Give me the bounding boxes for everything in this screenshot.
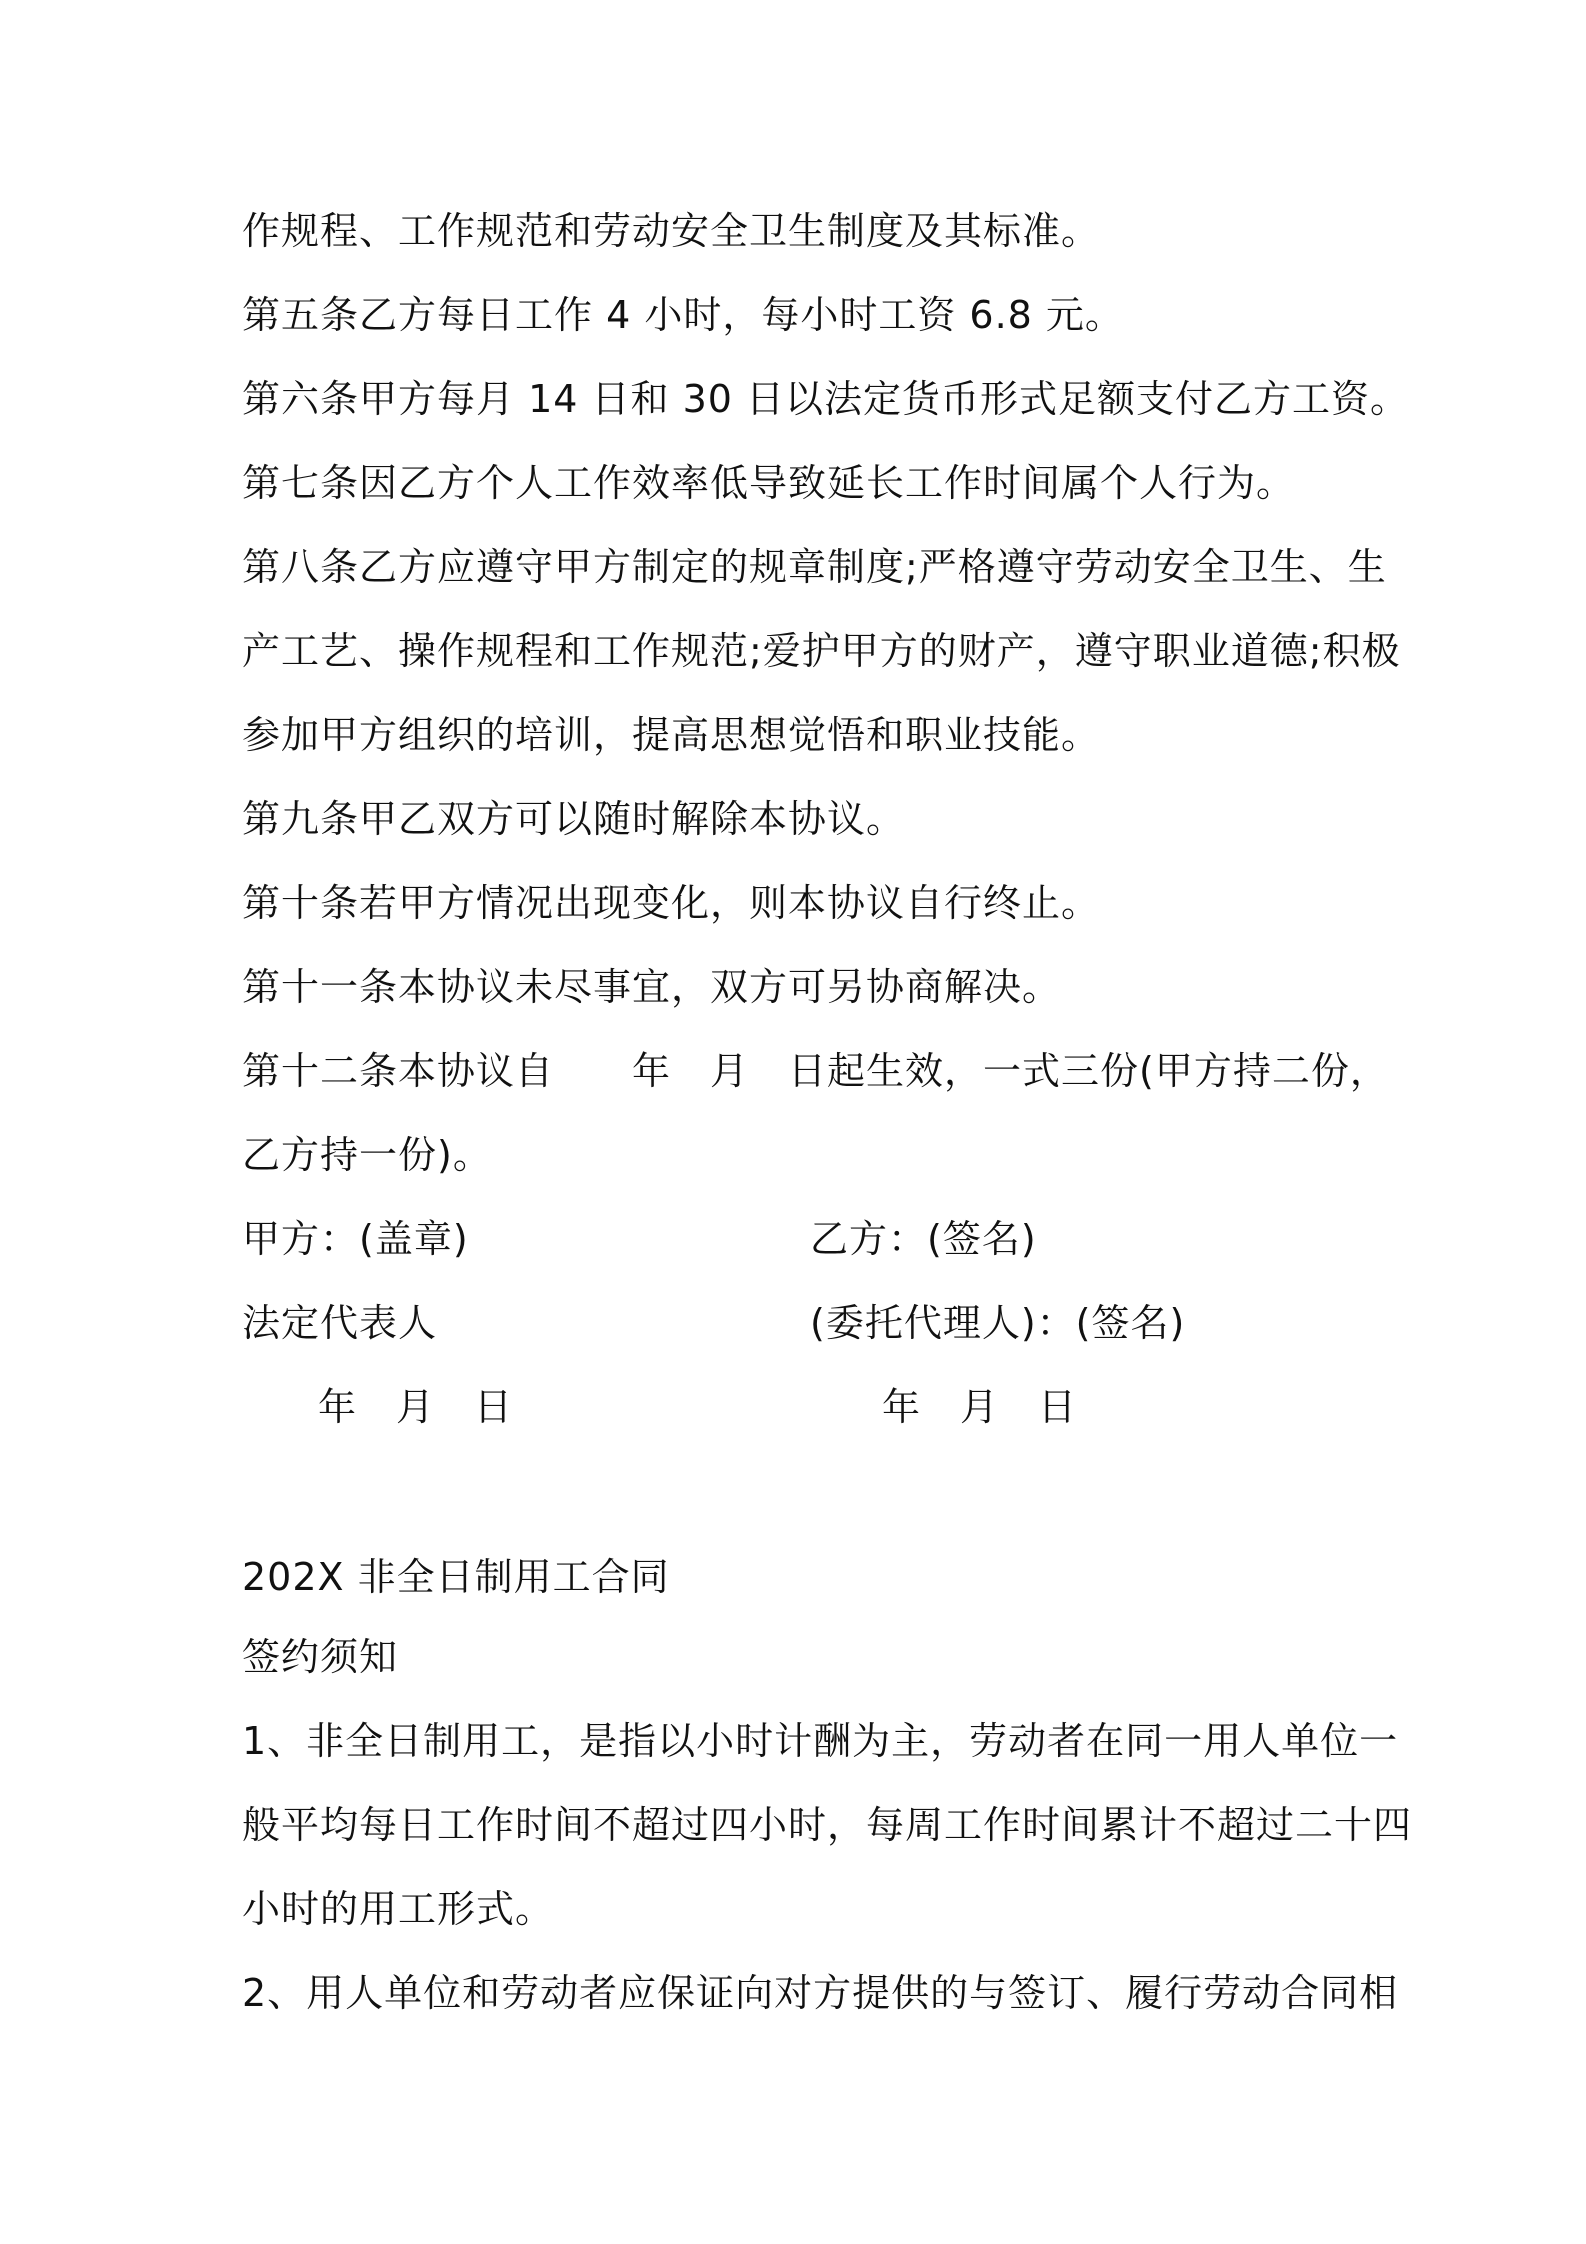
date-a: 年 月 日 bbox=[318, 1385, 514, 1429]
section-subtitle: 签约须知 bbox=[242, 1635, 399, 1679]
clause-7: 第七条因乙方个人工作效率低导致延长工作时间属个人行为。 bbox=[242, 461, 1296, 505]
note-line: 般平均每日工作时间不超过四小时，每周工作时间累计不超过二十四 bbox=[242, 1803, 1413, 1847]
clause-6: 第六条甲方每月 14 日和 30 日以法定货币形式足额支付乙方工资。 bbox=[242, 377, 1410, 421]
clause-10: 第十条若甲方情况出现变化，则本协议自行终止。 bbox=[242, 881, 1101, 925]
clause-8-cont: 产工艺、操作规程和工作规范;爱护甲方的财产，遵守职业道德;积极 bbox=[242, 629, 1401, 673]
party-b-sign: 乙方：(签名) bbox=[810, 1217, 1037, 1261]
clause-12-cont: 乙方持一份)。 bbox=[242, 1133, 492, 1177]
note-line: 小时的用工形式。 bbox=[242, 1887, 555, 1931]
clause-9: 第九条甲乙双方可以随时解除本协议。 bbox=[242, 797, 906, 841]
clause-8: 第八条乙方应遵守甲方制定的规章制度;严格遵守劳动安全卫生、生 bbox=[242, 545, 1387, 589]
authorized-agent: (委托代理人)：(签名) bbox=[810, 1301, 1186, 1345]
legal-representative: 法定代表人 bbox=[242, 1301, 438, 1345]
date-b: 年 月 日 bbox=[882, 1385, 1078, 1429]
clause-line: 作规程、工作规范和劳动安全卫生制度及其标准。 bbox=[242, 209, 1101, 253]
clause-12: 第十二条本协议自 年 月 日起生效，一式三份(甲方持二份， bbox=[242, 1049, 1389, 1093]
note-line: 1、非全日制用工，是指以小时计酬为主，劳动者在同一用人单位一 bbox=[242, 1719, 1399, 1763]
clause-8-cont: 参加甲方组织的培训，提高思想觉悟和职业技能。 bbox=[242, 713, 1101, 757]
party-a-seal: 甲方：(盖章) bbox=[242, 1217, 469, 1261]
note-line: 2、用人单位和劳动者应保证向对方提供的与签订、履行劳动合同相 bbox=[242, 1971, 1399, 2015]
section-title: 202X 非全日制用工合同 bbox=[242, 1555, 670, 1599]
clause-11: 第十一条本协议未尽事宜，双方可另协商解决。 bbox=[242, 965, 1062, 1009]
clause-5: 第五条乙方每日工作 4 小时，每小时工资 6.8 元。 bbox=[242, 293, 1124, 337]
